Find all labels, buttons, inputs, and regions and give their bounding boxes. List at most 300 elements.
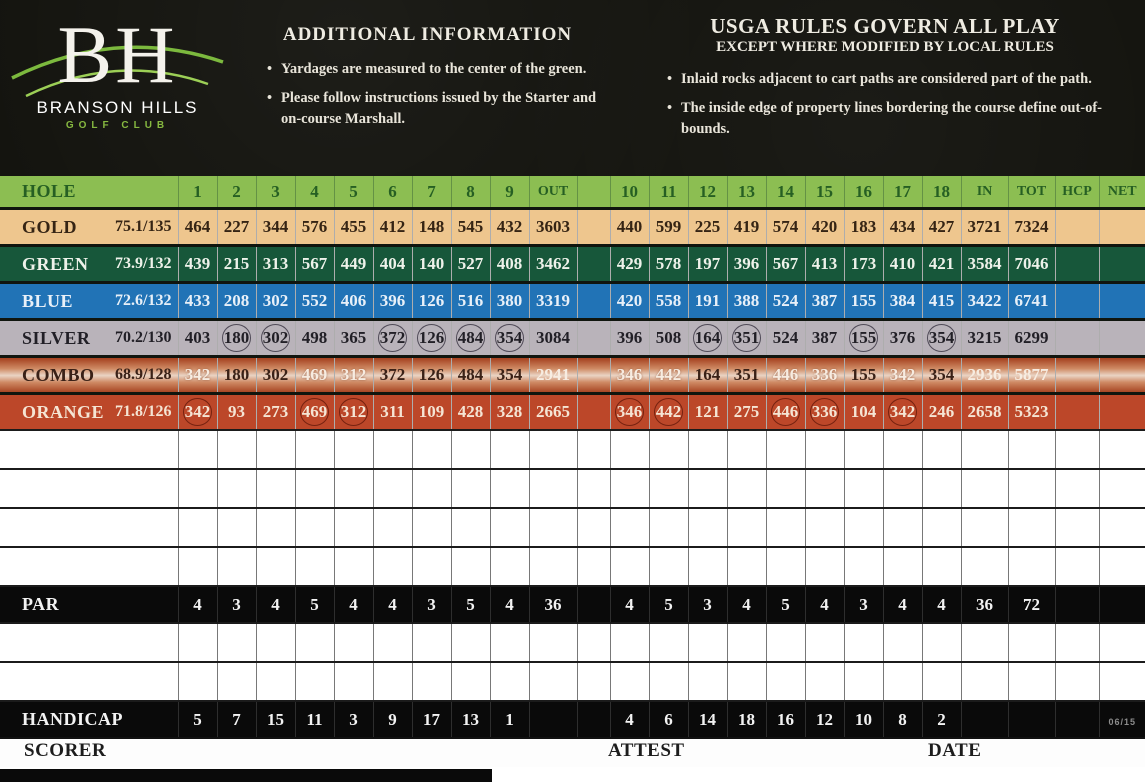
score-entry-cell xyxy=(412,469,451,508)
tee-rating: 72.6/132 xyxy=(115,292,172,309)
score-entry-cell xyxy=(577,508,610,547)
hole-number-cell: 16 xyxy=(844,176,883,209)
yardage-cell: 354 xyxy=(490,357,529,394)
score-entry-cell xyxy=(727,508,766,547)
yardage-cell: 516 xyxy=(451,283,490,320)
yardage-cell xyxy=(727,320,766,357)
score-entry-cell xyxy=(178,469,217,508)
yardage-cell: 148 xyxy=(412,209,451,246)
score-entry-cell xyxy=(1055,469,1099,508)
score-entry-cell xyxy=(451,469,490,508)
out-cell xyxy=(529,701,577,737)
score-entry-cell xyxy=(688,662,727,701)
yardage-cell: 508 xyxy=(649,320,688,357)
score-entry-cell xyxy=(490,469,529,508)
bullet-item: • Inlaid rocks adjacent to cart paths are considered part of the path. xyxy=(667,69,1115,89)
yardage-cell: 342 xyxy=(178,357,217,394)
total-cell: 6741 xyxy=(1008,283,1055,320)
date-label: DATE xyxy=(928,740,982,761)
score-entry-cell xyxy=(922,469,961,508)
yardage-cell: 408 xyxy=(490,246,529,283)
hole-number-cell: 18 xyxy=(922,176,961,209)
circled-yardage: 442 xyxy=(654,398,684,426)
score-entry-cell xyxy=(412,547,451,586)
score-entry-cell xyxy=(766,469,805,508)
circled-yardage: 351 xyxy=(732,324,762,352)
total-cell: 5877 xyxy=(1008,357,1055,394)
tee-row-orange xyxy=(0,394,1145,431)
tee-rating: 73.9/132 xyxy=(115,255,172,272)
score-entry-cell xyxy=(844,662,883,701)
score-entry-cell xyxy=(727,662,766,701)
score-entry-cell xyxy=(610,469,649,508)
hole-number-cell: 17 xyxy=(883,176,922,209)
net-cell xyxy=(1099,701,1145,737)
circled-yardage: 346 xyxy=(615,398,645,426)
yardage-cell xyxy=(649,394,688,431)
yardage-cell: 384 xyxy=(883,283,922,320)
score-entry-cell xyxy=(688,469,727,508)
yardage-cell: 420 xyxy=(805,209,844,246)
yardage-cell xyxy=(805,394,844,431)
yardage-cell: 225 xyxy=(688,209,727,246)
tee-label-cell xyxy=(0,357,178,394)
total-cell: 5323 xyxy=(1008,394,1055,431)
score-entry-cell xyxy=(805,623,844,662)
bullet-item: • The inside edge of property lines bordering the course define out-of-bounds. xyxy=(667,98,1115,139)
score-entry-cell xyxy=(529,547,577,586)
score-entry-cell xyxy=(295,547,334,586)
yardage-cell: 406 xyxy=(334,283,373,320)
yardage-cell: 498 xyxy=(295,320,334,357)
score-entry-cell xyxy=(961,508,1008,547)
score-entry-cell xyxy=(451,547,490,586)
scorecard-table xyxy=(0,176,1145,737)
hole-number-cell: 2 xyxy=(217,176,256,209)
yardage-cell: 403 xyxy=(178,320,217,357)
yardage-cell xyxy=(334,394,373,431)
score-entry-cell xyxy=(334,547,373,586)
yardage-cell: 104 xyxy=(844,394,883,431)
yardage-cell: 372 xyxy=(373,357,412,394)
score-entry-cell xyxy=(256,508,295,547)
circled-yardage: 484 xyxy=(456,324,486,352)
score-entry-cell xyxy=(1008,623,1055,662)
score-entry-cell xyxy=(412,662,451,701)
tee-rating: 70.2/130 xyxy=(115,329,172,346)
circled-yardage: 302 xyxy=(261,324,291,352)
yardage-cell: 449 xyxy=(334,246,373,283)
score-entry-cell xyxy=(844,623,883,662)
score-entry-cell xyxy=(334,623,373,662)
circled-yardage: 126 xyxy=(417,324,447,352)
yardage-cell: 215 xyxy=(217,246,256,283)
net-cell xyxy=(1099,394,1145,431)
total-cell: 7324 xyxy=(1008,209,1055,246)
score-entry-cell xyxy=(295,469,334,508)
score-entry-cell xyxy=(766,508,805,547)
score-entry-cell xyxy=(256,623,295,662)
tee-label-cell xyxy=(0,394,178,431)
handicap-label: HANDICAP xyxy=(0,701,178,737)
bottom-edge-bar xyxy=(0,769,492,782)
score-entry-cell xyxy=(256,662,295,701)
total-cell: 6299 xyxy=(1008,320,1055,357)
yardage-cell: 413 xyxy=(805,246,844,283)
score-entry-cell xyxy=(844,469,883,508)
hcp-cell xyxy=(1055,394,1099,431)
tee-name: COMBO xyxy=(22,364,95,385)
net-cell xyxy=(1099,320,1145,357)
yardage-cell xyxy=(610,394,649,431)
yardage-cell: 410 xyxy=(883,246,922,283)
score-entry-cell xyxy=(577,662,610,701)
yardage-cell: 126 xyxy=(412,283,451,320)
score-entry-cell xyxy=(373,623,412,662)
yardage-cell: 415 xyxy=(922,283,961,320)
score-entry-cell xyxy=(649,508,688,547)
score-entry-cell xyxy=(883,508,922,547)
yardage-cell: 440 xyxy=(610,209,649,246)
tee-row-green xyxy=(0,246,1145,283)
yardage-cell: 180 xyxy=(217,357,256,394)
hcp-cell xyxy=(1055,320,1099,357)
score-entry-cell xyxy=(727,469,766,508)
hcp-cell xyxy=(1055,357,1099,394)
tee-row-blue xyxy=(0,283,1145,320)
score-entry-cell xyxy=(649,662,688,701)
yardage-cell: 545 xyxy=(451,209,490,246)
tot-cell-blank xyxy=(1008,701,1055,737)
yardage-cell: 427 xyxy=(922,209,961,246)
score-entry-cell xyxy=(373,508,412,547)
spacer-cell xyxy=(577,586,610,623)
score-entry-cell xyxy=(688,623,727,662)
score-entry-cell xyxy=(529,430,577,469)
score-entry-cell xyxy=(529,508,577,547)
score-entry-cell xyxy=(649,623,688,662)
circled-yardage: 336 xyxy=(810,398,840,426)
score-entry-cell xyxy=(529,662,577,701)
in-total-cell: 3422 xyxy=(961,283,1008,320)
score-entry-cell xyxy=(610,508,649,547)
yardage-cell: 578 xyxy=(649,246,688,283)
score-entry-cell xyxy=(1055,547,1099,586)
yardage-cell: 396 xyxy=(373,283,412,320)
handicap-cell: 12 xyxy=(805,701,844,737)
handicap-row xyxy=(0,701,1145,737)
score-entry-row xyxy=(0,469,1145,508)
score-entry-cell xyxy=(178,508,217,547)
yardage-cell: 164 xyxy=(688,357,727,394)
hole-number-cell: 5 xyxy=(334,176,373,209)
yardage-cell: 469 xyxy=(295,357,334,394)
spacer-cell xyxy=(577,283,610,320)
tee-name: GREEN xyxy=(22,253,89,274)
tee-label-cell xyxy=(0,209,178,246)
yardage-cell: 313 xyxy=(256,246,295,283)
score-entry-cell xyxy=(490,508,529,547)
score-entry-cell xyxy=(727,430,766,469)
usga-rules-section xyxy=(600,0,1145,176)
tee-label-cell xyxy=(0,246,178,283)
score-entry-cell xyxy=(1099,662,1145,701)
circled-yardage: 164 xyxy=(693,324,723,352)
out-total-cell: 3603 xyxy=(529,209,577,246)
hole-number-cell: 1 xyxy=(178,176,217,209)
score-entry-cell xyxy=(178,623,217,662)
yardage-cell: 336 xyxy=(805,357,844,394)
handicap-cell: 2 xyxy=(922,701,961,737)
yardage-cell: 558 xyxy=(649,283,688,320)
out-header-cell: OUT xyxy=(529,176,577,209)
score-entry-cell xyxy=(1099,623,1145,662)
score-entry-row xyxy=(0,662,1145,701)
yardage-cell: 439 xyxy=(178,246,217,283)
yardage-cell: 227 xyxy=(217,209,256,246)
score-entry-cell xyxy=(922,547,961,586)
in-total-cell: 2936 xyxy=(961,357,1008,394)
handicap-cell: 15 xyxy=(256,701,295,737)
score-entry-cell xyxy=(0,508,178,547)
score-entry-cell xyxy=(295,623,334,662)
handicap-cell: 10 xyxy=(844,701,883,737)
tee-name: GOLD xyxy=(22,216,78,237)
out-total-cell: 3462 xyxy=(529,246,577,283)
yardage-cell: 567 xyxy=(766,246,805,283)
score-entry-row xyxy=(0,430,1145,469)
additional-information-title: ADDITIONAL INFORMATION xyxy=(282,24,573,45)
additional-information-bullets xyxy=(255,59,600,129)
yardage-cell: 302 xyxy=(256,283,295,320)
score-entry-cell xyxy=(256,430,295,469)
par-cell: 4 xyxy=(373,586,412,623)
out-total-cell: 3084 xyxy=(529,320,577,357)
par-cell: 3 xyxy=(412,586,451,623)
yardage-cell: 351 xyxy=(727,357,766,394)
score-entry-cell xyxy=(412,508,451,547)
usga-rules-subtitle: EXCEPT WHERE MODIFIED BY LOCAL RULES xyxy=(716,39,1054,55)
circled-yardage: 155 xyxy=(849,324,879,352)
score-entry-cell xyxy=(334,662,373,701)
yardage-cell: 109 xyxy=(412,394,451,431)
par-row xyxy=(0,586,1145,623)
hole-number-cell: 14 xyxy=(766,176,805,209)
hole-number-cell: 15 xyxy=(805,176,844,209)
score-entry-cell xyxy=(295,662,334,701)
hole-number-cell: 4 xyxy=(295,176,334,209)
score-entry-cell xyxy=(412,430,451,469)
yardage-cell: 376 xyxy=(883,320,922,357)
yardage-cell: 173 xyxy=(844,246,883,283)
score-entry-cell xyxy=(922,623,961,662)
score-entry-cell xyxy=(805,662,844,701)
score-entry-cell xyxy=(844,430,883,469)
yardage-cell xyxy=(844,320,883,357)
score-entry-cell xyxy=(1099,508,1145,547)
score-entry-row xyxy=(0,547,1145,586)
score-entry-cell xyxy=(766,662,805,701)
score-entry-row xyxy=(0,623,1145,662)
handicap-cell: 7 xyxy=(217,701,256,737)
yardage-cell: 354 xyxy=(922,357,961,394)
club-logo xyxy=(0,0,235,176)
out-total-cell: 3319 xyxy=(529,283,577,320)
handicap-cell: 5 xyxy=(178,701,217,737)
score-entry-cell xyxy=(1055,430,1099,469)
circled-yardage: 354 xyxy=(495,324,525,352)
yardage-cell: 527 xyxy=(451,246,490,283)
yardage-cell: 434 xyxy=(883,209,922,246)
par-cell: 5 xyxy=(451,586,490,623)
yardage-cell xyxy=(490,320,529,357)
in-total-cell: 3584 xyxy=(961,246,1008,283)
tee-row-silver xyxy=(0,320,1145,357)
score-entry-cell xyxy=(649,469,688,508)
score-entry-cell xyxy=(844,508,883,547)
score-entry-cell xyxy=(805,508,844,547)
yardage-cell: 155 xyxy=(844,283,883,320)
yardage-cell: 442 xyxy=(649,357,688,394)
score-entry-cell xyxy=(1055,508,1099,547)
hcp-header-cell: HCP xyxy=(1055,176,1099,209)
handicap-cell: 14 xyxy=(688,701,727,737)
yardage-cell: 183 xyxy=(844,209,883,246)
score-entry-cell xyxy=(256,469,295,508)
score-entry-row xyxy=(0,508,1145,547)
yardage-cell: 396 xyxy=(610,320,649,357)
hole-number-cell: 10 xyxy=(610,176,649,209)
yardage-cell xyxy=(295,394,334,431)
handicap-cell: 3 xyxy=(334,701,373,737)
score-entry-cell xyxy=(922,508,961,547)
score-entry-cell xyxy=(1008,547,1055,586)
yardage-cell: 419 xyxy=(727,209,766,246)
circled-yardage: 469 xyxy=(300,398,330,426)
score-entry-cell xyxy=(805,547,844,586)
hole-number-cell: 7 xyxy=(412,176,451,209)
score-entry-cell xyxy=(961,623,1008,662)
score-entry-cell xyxy=(1099,469,1145,508)
par-label: PAR xyxy=(0,586,178,623)
bullet-item: • Yardages are measured to the center of the green. xyxy=(267,59,600,79)
tee-rating: 71.8/126 xyxy=(115,403,172,420)
yardage-cell xyxy=(256,320,295,357)
yardage-cell: 484 xyxy=(451,357,490,394)
yardage-cell xyxy=(766,394,805,431)
circled-yardage: 446 xyxy=(771,398,801,426)
par-cell: 4 xyxy=(727,586,766,623)
par-cell: 4 xyxy=(610,586,649,623)
score-entry-cell xyxy=(217,623,256,662)
yardage-cell: 396 xyxy=(727,246,766,283)
scorer-label: SCORER xyxy=(24,740,107,761)
spacer-cell xyxy=(577,320,610,357)
par-cell: 3 xyxy=(844,586,883,623)
total-cell: 7046 xyxy=(1008,246,1055,283)
yardage-cell: 446 xyxy=(766,357,805,394)
score-entry-cell xyxy=(0,623,178,662)
score-entry-cell xyxy=(490,430,529,469)
yardage-cell: 387 xyxy=(805,283,844,320)
yardage-cell: 464 xyxy=(178,209,217,246)
score-entry-cell xyxy=(1099,547,1145,586)
yardage-cell: 140 xyxy=(412,246,451,283)
yardage-cell: 328 xyxy=(490,394,529,431)
spacer-cell xyxy=(577,701,610,737)
spacer-cell xyxy=(577,394,610,431)
score-entry-cell xyxy=(490,662,529,701)
par-cell: 4 xyxy=(256,586,295,623)
score-entry-cell xyxy=(883,469,922,508)
handicap-cell: 9 xyxy=(373,701,412,737)
score-entry-cell xyxy=(217,469,256,508)
attest-label: ATTEST xyxy=(608,740,685,761)
in-total-cell: 2658 xyxy=(961,394,1008,431)
spacer-cell xyxy=(577,357,610,394)
score-entry-cell xyxy=(334,508,373,547)
score-entry-cell xyxy=(961,430,1008,469)
score-entry-cell xyxy=(688,508,727,547)
yardage-cell: 302 xyxy=(256,357,295,394)
score-entry-cell xyxy=(490,623,529,662)
score-entry-cell xyxy=(373,430,412,469)
par-in-cell: 36 xyxy=(961,586,1008,623)
score-entry-cell xyxy=(334,469,373,508)
par-cell: 5 xyxy=(295,586,334,623)
handicap-cell: 8 xyxy=(883,701,922,737)
score-entry-cell xyxy=(217,662,256,701)
hole-number-cell: 8 xyxy=(451,176,490,209)
score-entry-cell xyxy=(610,623,649,662)
par-cell: 3 xyxy=(688,586,727,623)
hole-number-cell: 11 xyxy=(649,176,688,209)
score-entry-cell xyxy=(577,430,610,469)
yardage-cell: 346 xyxy=(610,357,649,394)
score-entry-cell xyxy=(577,547,610,586)
par-cell: 5 xyxy=(649,586,688,623)
in-total-cell: 3721 xyxy=(961,209,1008,246)
yardage-cell xyxy=(178,394,217,431)
hole-number-cell: 12 xyxy=(688,176,727,209)
yardage-cell xyxy=(412,320,451,357)
score-entry-cell xyxy=(0,430,178,469)
yardage-cell: 197 xyxy=(688,246,727,283)
par-cell: 4 xyxy=(178,586,217,623)
yardage-cell: 342 xyxy=(883,357,922,394)
handicap-cell: 17 xyxy=(412,701,451,737)
hcp-cell xyxy=(1055,701,1099,737)
yardage-cell: 412 xyxy=(373,209,412,246)
yardage-cell: 344 xyxy=(256,209,295,246)
score-entry-cell xyxy=(373,547,412,586)
par-cell: 4 xyxy=(490,586,529,623)
yardage-cell: 191 xyxy=(688,283,727,320)
header-banner xyxy=(0,0,1145,176)
score-entry-cell xyxy=(610,547,649,586)
tee-row-gold xyxy=(0,209,1145,246)
net-cell xyxy=(1099,586,1145,623)
score-entry-cell xyxy=(295,508,334,547)
hole-header-row xyxy=(0,176,1145,209)
yardage-cell: 421 xyxy=(922,246,961,283)
hcp-cell xyxy=(1055,209,1099,246)
score-entry-cell xyxy=(217,430,256,469)
score-entry-cell xyxy=(490,547,529,586)
score-entry-cell xyxy=(217,508,256,547)
handicap-cell: 16 xyxy=(766,701,805,737)
net-cell xyxy=(1099,209,1145,246)
